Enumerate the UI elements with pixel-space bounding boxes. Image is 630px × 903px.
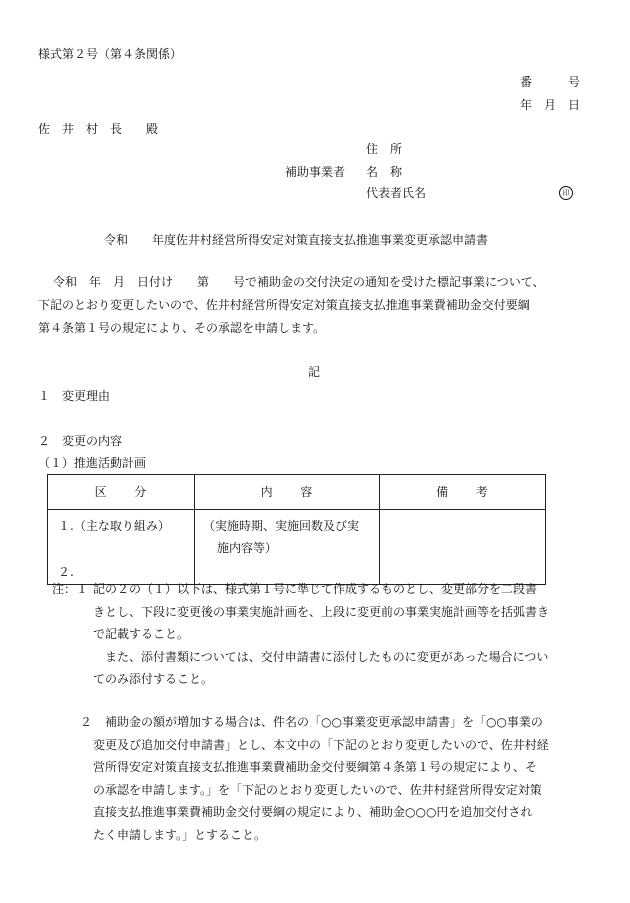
document-number-label: 番 号 (520, 75, 581, 89)
header-category: 区 分 (48, 475, 195, 510)
note-2-label: ２ (80, 715, 93, 729)
body-line-3: 第４条第１号の規定により、その承認を申請します。 (38, 321, 326, 335)
applicant-role-label: 補助事業者 (285, 165, 346, 179)
header-content: 内 容 (195, 475, 380, 510)
body-line-2: 下記のとおり変更したいので、佐井村経営所得安定対策直接支払推進事業費補助金交付要綱 (38, 298, 530, 312)
body-line-1: 令和 年 月 日付け 第 号で補助金の交付決定の通知を受けた標記事業について、 (53, 275, 545, 289)
subsection-promotion-plan: （１）推進活動計画 (38, 456, 147, 470)
document-title: 令和 年度佐井村経営所得安定対策直接支払推進事業変更承認申請書 (104, 233, 489, 247)
category-cell (48, 510, 195, 585)
table-row (48, 510, 546, 585)
category-item-2: ２. (58, 565, 74, 579)
content-cell (195, 510, 380, 585)
representative-label: 代表者氏名 (366, 186, 427, 200)
note-2-line: たく申請します。」とすること。 (93, 827, 267, 842)
promotion-plan-table (47, 474, 546, 585)
note-1-line: 記の２の（１）以下は、様式第１号に準じて作成するものとし、変更部分を二段書 (93, 582, 538, 596)
section-change-content: ２ 変更の内容 (38, 434, 123, 448)
note-1-line: きとし、下段に変更後の事業実施計画を、上段に変更前の事業実施計画等を括弧書き (93, 604, 550, 619)
note-2-line: 直接支払推進事業費補助金交付要綱の規定により、補助金○○○円を追加交付され (93, 805, 533, 819)
note-2-line: 営所得安定対策直接支払推進事業費補助金交付要綱第４条第１号の規定により、そ (93, 760, 538, 774)
ki-heading: 記 (308, 365, 321, 379)
seal-mark: 印 (559, 186, 573, 200)
address-label: 住 所 (366, 142, 403, 156)
note-2-line: の承認を申請します。」を「下記のとおり変更したいので、佐井村経営所得安定対策 (93, 782, 542, 797)
name-label: 名 称 (366, 165, 403, 179)
note-1-line: また、添付書類については、交付申請書に添付したものに変更があった場合につい (93, 649, 549, 664)
table-header-row (48, 475, 546, 510)
content-line-1: （実施時期、実施回数及び実 (203, 519, 360, 533)
note-2-continued (93, 734, 593, 847)
date-label: 年 月 日 (520, 98, 581, 112)
note-2 (105, 711, 595, 734)
note-1-line: で記載すること。 (93, 627, 190, 641)
remarks-cell (380, 510, 546, 585)
addressee: 佐 井 村 長 殿 (38, 122, 159, 136)
content-line-2: 施内容等） (217, 541, 278, 555)
header-remarks: 備 考 (380, 475, 546, 510)
note-2-line: 補助金の額が増加する場合は、件名の「○○事業変更承認申請書」を「○○事業の (105, 715, 543, 729)
note-1-line: てのみ添付すること。 (93, 672, 214, 686)
notes-label: 注：１ (52, 582, 89, 596)
note-1 (93, 578, 593, 691)
form-number: 様式第２号（第４条関係） (38, 47, 183, 61)
category-item-1: １.（主な取り組み） (58, 519, 170, 533)
note-2-line: 変更及び追加交付申請書」とし、本文中の「下記のとおり変更したいので、佐井村経 (93, 737, 549, 752)
section-change-reason: １ 変更理由 (38, 389, 111, 403)
